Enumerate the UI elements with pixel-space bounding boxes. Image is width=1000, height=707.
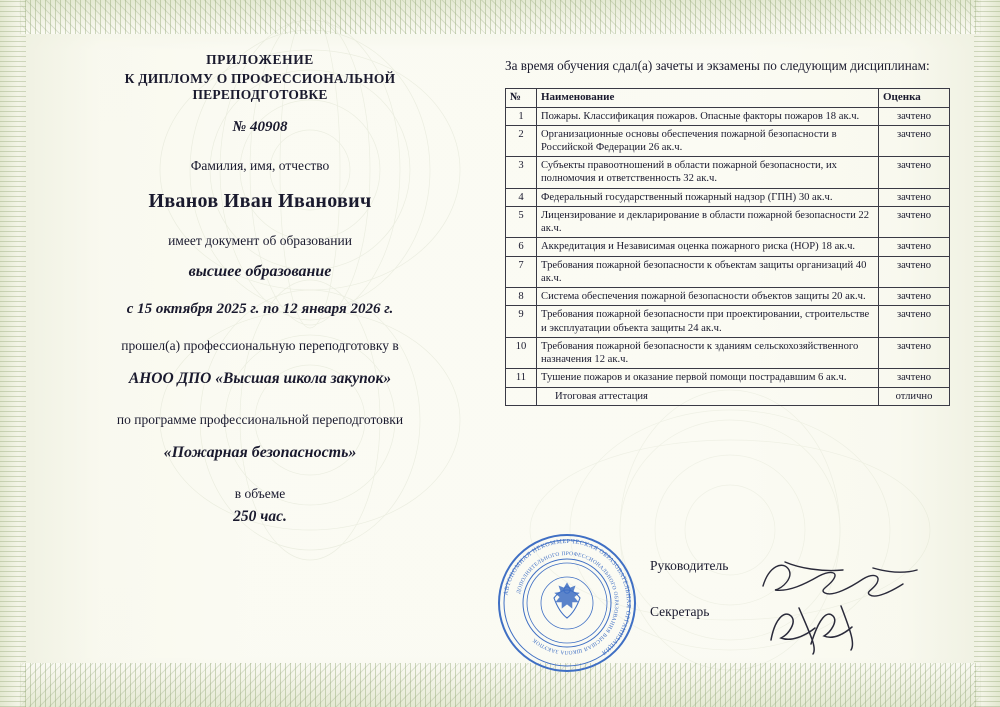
row-discipline: Организационные основы обеспечения пожарной безопасности в Российской Федерации 26 ак.ч. [537,125,879,156]
marks-header-name: Наименование [537,88,879,107]
official-round-stamp [492,528,642,678]
row-mark: зачтено [879,369,950,387]
organization-name: АНОО ДПО «Высшая школа закупок» [128,370,392,387]
education-label: имеет документ об образовании [168,233,352,248]
row-mark: зачтено [879,288,950,306]
row-mark: зачтено [879,306,950,337]
row-mark: зачтено [879,107,950,125]
table-row-final-attestation [506,387,950,405]
row-number: 11 [506,369,537,387]
director-label: Руководитель [650,558,729,573]
row-discipline: Федеральный государственный пожарный надзор (ГПН) 30 ак.ч. [537,188,879,206]
marks-table [505,88,950,406]
row-discipline: Лицензирование и декларирование в области пожарной безопасности 22 ак.ч. [537,206,879,237]
svg-text:АВТОНОМНАЯ НЕКОММЕРЧЕСКАЯ ОБРА: АВТОНОМНАЯ НЕКОММЕРЧЕСКАЯ ОБРАЗОВАТЕЛЬНАЯ ОРГАНИЗАЦИЯ [502,537,633,657]
document-number: № 40908 [232,119,288,135]
volume-value: 250 час. [233,508,287,525]
row-number: 5 [506,206,537,237]
student-full-name: Иванов Иван Иванович [148,190,372,212]
row-number: 1 [506,107,537,125]
row-number: 2 [506,125,537,156]
marks-table-header-row [506,88,950,107]
table-row [506,337,950,368]
program-label: по программе профессиональной переподготовки [116,412,404,427]
table-row [506,188,950,206]
svg-text:ДОПОЛНИТЕЛЬНОГО ПРОФЕССИОНАЛЬН: ДОПОЛНИТЕЛЬНОГО ПРОФЕССИОНАЛЬНОГО ОБРАЗОВАНИЯ ВЫСШАЯ ШКОЛА ЗАКУПОК [515,550,620,656]
certificate-left-column [60,52,460,526]
table-row [506,206,950,237]
row-number: 10 [506,337,537,368]
row-discipline: Требования пожарной безопасности к объектам защиты организаций 40 ак.ч. [537,256,879,287]
row-discipline: Итоговая аттестация [537,387,879,405]
table-row [506,107,950,125]
study-period: с 15 октября 2025 г. по 12 января 2026 г. [126,301,394,317]
director-signature-line [650,558,950,598]
signature-block [650,558,950,620]
volume-label: в объеме [234,486,286,501]
table-row [506,288,950,306]
row-mark: зачтено [879,188,950,206]
marks-intro-text: За время обучения сдал(а) зачеты и экзамены по следующим дисциплинам: [505,58,930,73]
table-row [506,125,950,156]
fio-label: Фамилия, имя, отчество [190,158,330,173]
row-discipline: Тушение пожаров и оказание первой помощи пострадавшим 6 ак.ч. [537,369,879,387]
row-number [506,387,537,405]
row-mark: зачтено [879,337,950,368]
table-row [506,306,950,337]
document-heading-line1: ПРИЛОЖЕНИЕ [206,52,314,67]
document-heading-line2: К ДИПЛОМУ О ПРОФЕССИОНАЛЬНОЙ ПЕРЕПОДГОТОВКЕ [124,71,396,102]
row-number: 9 [506,306,537,337]
table-row [506,238,950,256]
row-number: 8 [506,288,537,306]
row-discipline: Система обеспечения пожарной безопасности объектов защиты 20 ак.ч. [537,288,879,306]
secretary-signature-line [650,604,950,620]
row-mark: зачтено [879,125,950,156]
certificate-right-column [505,56,950,406]
row-mark: зачтено [879,238,950,256]
secretary-label: Секретарь [650,604,710,619]
program-name: «Пожарная безопасность» [163,444,357,461]
marks-header-number: № [506,88,537,107]
table-row [506,157,950,188]
row-discipline: Субъекты правоотношений в области пожарной безопасности, их полномочия и ответственность 32 ак.ч. [537,157,879,188]
row-discipline: Пожары. Классификация пожаров. Опасные факторы пожаров 18 ак.ч. [537,107,879,125]
row-mark: зачтено [879,157,950,188]
marks-header-mark: Оценка [879,88,950,107]
table-row [506,369,950,387]
table-row [506,256,950,287]
row-number: 7 [506,256,537,287]
row-discipline: Аккредитация и Независимая оценка пожарного риска (НОР) 18 ак.ч. [537,238,879,256]
row-discipline: Требования пожарной безопасности к зданиям сельскохозяйственного назначения 12 ак.ч. [537,337,879,368]
retraining-label: прошел(а) профессиональную переподготовку в [121,338,399,353]
education-value: высшее образование [188,263,332,280]
row-discipline: Требования пожарной безопасности при проектировании, строительстве и эксплуатации объекта защиты 24 ак.ч. [537,306,879,337]
row-mark: зачтено [879,256,950,287]
row-number: 6 [506,238,537,256]
row-number: 4 [506,188,537,206]
row-number: 3 [506,157,537,188]
row-mark: отлично [879,387,950,405]
row-mark: зачтено [879,206,950,237]
